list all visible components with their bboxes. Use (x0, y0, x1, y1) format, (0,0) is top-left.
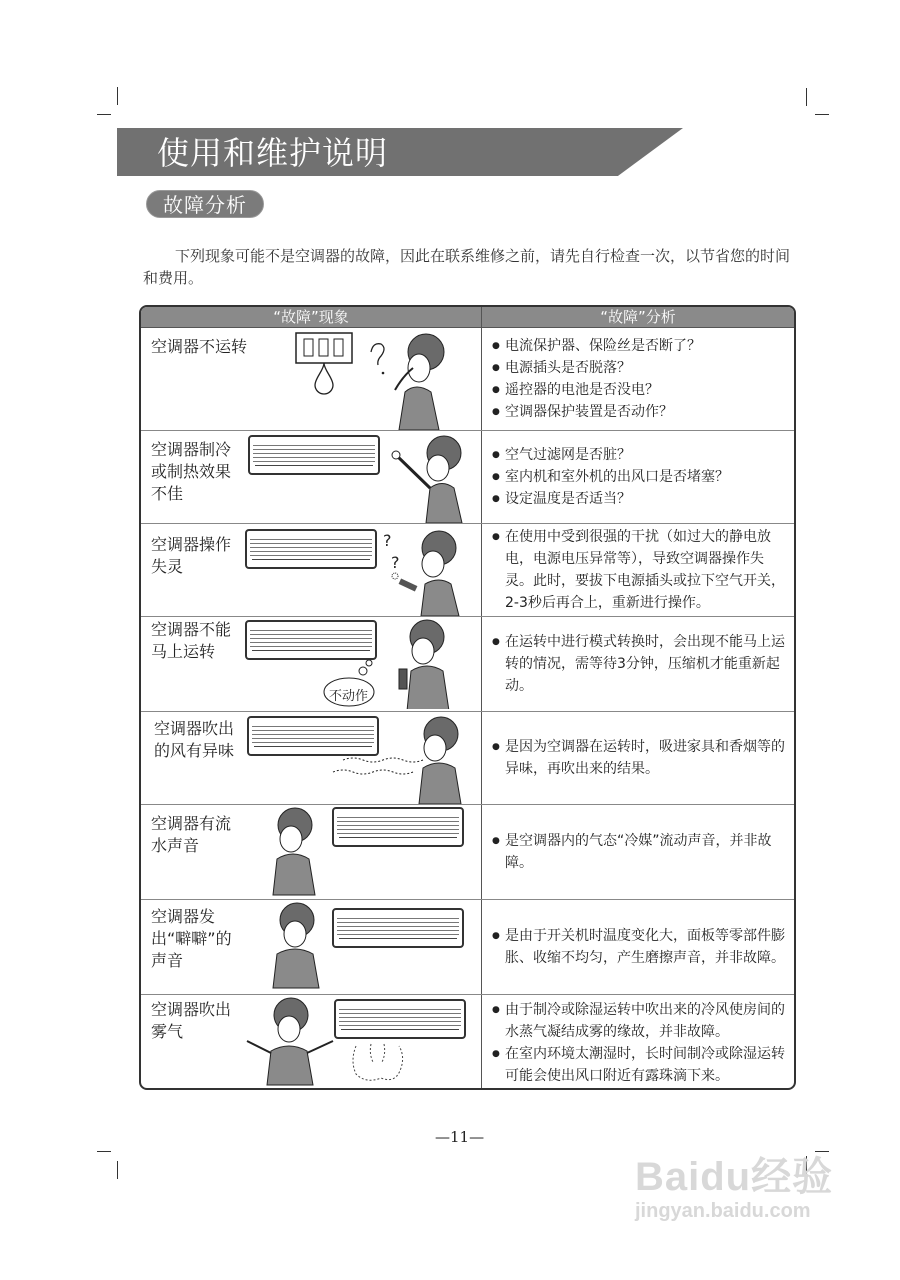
page-title: 使用和维护说明 (157, 134, 389, 172)
watermark (635, 1145, 833, 1223)
analysis-item: ● 是空调器内的气态“冷媒”流动声音，并非故障。 (494, 830, 786, 874)
symptom-text: 空调器不运转 (151, 337, 248, 356)
symptom-text: 空调器吹出雾气 (151, 1000, 232, 1041)
table-row (141, 995, 794, 1090)
woman-remote-icon (381, 526, 481, 616)
air-conditioner-icon (245, 529, 377, 569)
column-header-analysis: “故障”分析 (600, 308, 676, 326)
analysis-item: ● 是由于开关机时温度变化大，面板等零部件膨胀、收缩不均匀，产生磨擦声音，并非故障。 (494, 925, 786, 969)
symptom-text: 空调器操作失灵 (151, 535, 232, 576)
thought-bubble-text: 不动作 (329, 689, 369, 704)
analysis-item: ● 在室内环境太潮湿时，长时间制冷或除湿运转可能会使出风口附近有露珠滴下来。 (494, 1043, 786, 1087)
analysis-item: ● 遥控器的电池是否没电？ (494, 379, 786, 401)
woman-shrugging-icon (241, 997, 341, 1087)
crop-mark (806, 88, 807, 106)
analysis-item: ● 在运转中进行模式转换时，会出现不能马上运转的情况，需等待3分钟，压缩机才能重新起动。 (494, 631, 786, 697)
symptom-text: 空调器发出“噼噼”的声音 (151, 907, 232, 970)
symptom-text: 空调器吹出的风有异味 (154, 719, 235, 760)
woman-smelling-icon (331, 714, 481, 804)
table-header (141, 307, 794, 328)
crop-mark (815, 114, 829, 115)
analysis-item: ● 室内机和室外机的出风口是否堵塞？ (494, 466, 786, 488)
analysis-item: ● 空气过滤网是否脏？ (494, 444, 786, 466)
table-row (141, 328, 794, 431)
column-header-symptom: “故障”现象 (141, 307, 482, 327)
watermark-url: jingyan.baidu.com (635, 1200, 811, 1222)
table-row (141, 712, 794, 805)
mist-icon (346, 1041, 416, 1086)
analysis-item: ● 由于制冷或除湿运转中吹出来的冷风使房间的水蒸气凝结成雾的缘故，并非故障。 (494, 999, 786, 1043)
air-conditioner-icon (332, 807, 464, 847)
woman-pointing-icon (386, 433, 481, 523)
woman-surprised-icon (267, 902, 337, 992)
air-conditioner-icon (334, 999, 466, 1039)
table-row (141, 805, 794, 900)
crop-mark (117, 87, 118, 105)
symptom-text: 空调器有流水声音 (151, 814, 232, 855)
table-row (141, 431, 794, 524)
analysis-item: ● 电流保护器、保险丝是否断了？ (494, 335, 786, 357)
svg-text:?: ? (391, 553, 400, 572)
page-number: —11— (435, 1128, 485, 1146)
analysis-item: ● 在使用中受到很强的干扰（如过大的静电放电，电源电压异常等），导致空调器操作失灵。此时，要拔下电源插头或拉下空气开关，2-3秒后再合上，重新进行操作。 (494, 526, 786, 614)
air-conditioner-icon (248, 435, 380, 475)
crop-mark (117, 1161, 118, 1179)
analysis-item: ● 空调器保护装置是否动作？ (494, 401, 786, 423)
analysis-item: ● 电源插头是否脱落？ (494, 357, 786, 379)
analysis-item: ● 设定温度是否适当？ (494, 488, 786, 510)
intro-paragraph: 下列现象可能不是空调器的故障，因此在联系维修之前，请先自行检查一次，以节省您的时间和费用。 (143, 247, 791, 287)
symptom-text: 空调器制冷或制热效果不佳 (151, 440, 232, 503)
breaker-illustration-icon (291, 330, 481, 430)
svg-text:?: ? (383, 531, 392, 550)
table-row (141, 617, 794, 712)
watermark-brand: Baidu经验 (635, 1155, 834, 1199)
crop-mark (97, 114, 111, 115)
analysis-item: ● 是因为空调器在运转时，吸进家具和香烟等的异味，再吹出来的结果。 (494, 736, 786, 780)
table-row (141, 524, 794, 617)
air-conditioner-icon (245, 620, 377, 660)
section-heading: 故障分析 (146, 190, 264, 218)
air-conditioner-icon (332, 908, 464, 948)
table-row (141, 900, 794, 995)
woman-listening-icon (267, 807, 327, 897)
troubleshooting-table (139, 305, 796, 1090)
woman-remote-icon (391, 619, 481, 709)
symptom-text: 空调器不能马上运转 (151, 620, 232, 661)
crop-mark (97, 1151, 111, 1152)
